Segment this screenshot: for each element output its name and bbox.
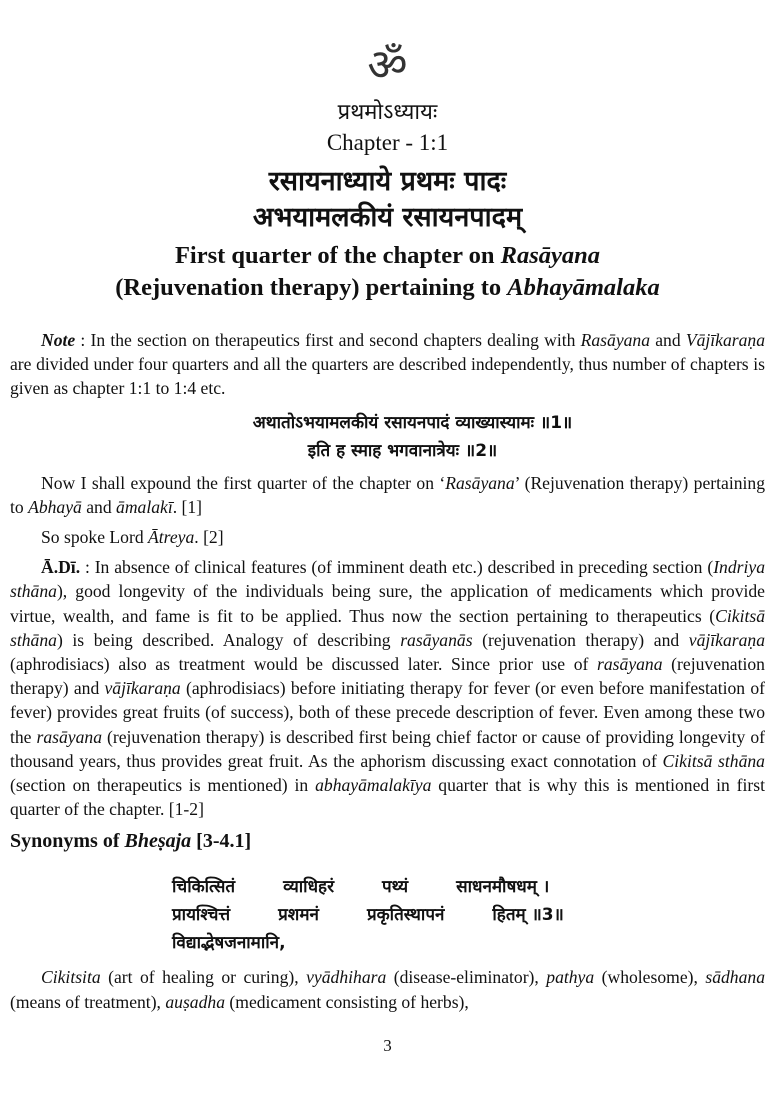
commentary-paragraph: Ā.Dī. : In absence of clinical features (of imminent death etc.) described in preceding section (Indriya sthāna), good longevity of the individuals being sure, the application of medicaments which provide virtue, wealth, and fame is fit to be applied. Thus now the section pertaining to therapeutics (Cikitsā sthāna) is being described. Analogy of describing rasāyanās (rejuvenation therapy) and vājīkaraṇa (aphrodisiacs) also as treatment would be discussed later. Since prior use of rasāyana (rejuvenation therapy) and vājīkaraṇa (aphrodisiacs) before initiating therapy for fever (or even before manifestation of fever) provides great fruits (of success), both of these precede description of fever. Even among these two the rasāyana (rejuvenation therapy) is described first being chief factor or cause of providing longevity of thousand years, thus provides great fruit. As the aphorism discussing exact connotation of Cikitsā sthāna (section on therapeutics is mentioned) in abhayāmalakīya quarter that is why this is mentioned in first quarter of the chapter. [1-2] xyxy=(10,557,765,820)
chapter-title-sanskrit: प्रथमोऽध्यायः xyxy=(337,100,438,125)
title-line-1: First quarter of the chapter on xyxy=(174,242,501,269)
note-paragraph: Note : In the section on therapeutics first and second chapters dealing with Rasāyana and Vājīkaraṇa are divided under four quarters and all the quarters are described independently, thus number of chapters is given as chapter 1:1 to 1:4 etc. xyxy=(10,330,766,399)
section-title-sanskrit-1: रसायनाध्याये प्रथमः पादः xyxy=(268,166,507,197)
title-term: Abhayāmalaka xyxy=(507,274,660,301)
translation-paragraph-1: Now I shall expound the first quarter of the chapter on ‘Rasāyana’ (Rejuvenation therapy) pertaining to Abhayā and āmalakī. [1] xyxy=(10,472,765,517)
note-label: Note xyxy=(41,330,76,350)
commentary-label: Ā.Dī. xyxy=(41,557,81,578)
section-title-sanskrit-2: अभयामलकीयं रसायनपादम् xyxy=(252,202,523,233)
verse-2-row-1: चिकित्सितं व्याधिहरं पथ्यं साधनमौषधम् । xyxy=(172,877,550,898)
translation-paragraph-2: So spoke Lord Ātreya. [2] xyxy=(41,527,224,548)
verse-2 xyxy=(172,873,765,957)
translation-paragraph-3: Cikitsita (art of healing or curing), vyādhihara (disease-eliminator), pathya (wholesome), sādhana (means of treatment), auṣadha (medicament consisting of herbs), xyxy=(10,967,765,1012)
section-heading-synonyms: Synonyms of Bheṣaja [3-4.1] xyxy=(10,830,252,853)
title-term: Rasāyana xyxy=(500,242,601,269)
title-line-2: (Rejuvenation therapy) pertaining to xyxy=(115,274,508,301)
om-emblem-icon: ॐ xyxy=(367,40,408,91)
verse-1-line-1: अथातोऽभयामलकीयं रसायनपादं व्याख्यास्यामः ॥1॥ xyxy=(252,412,573,433)
section-title-english xyxy=(10,240,765,304)
verse-2-row-3: विद्याद्भेषजनामानि, xyxy=(172,933,286,954)
page-number: 3 xyxy=(383,1035,392,1055)
verse-1-line-2: इति ह स्माह भगवानात्रेयः ॥2॥ xyxy=(307,440,498,461)
verse-2-row-2: प्रायश्चित्तं प्रशमनं प्रकृतिस्थापनं हितम् ॥3॥ xyxy=(172,905,564,926)
chapter-label: Chapter - 1:1 xyxy=(326,130,449,155)
